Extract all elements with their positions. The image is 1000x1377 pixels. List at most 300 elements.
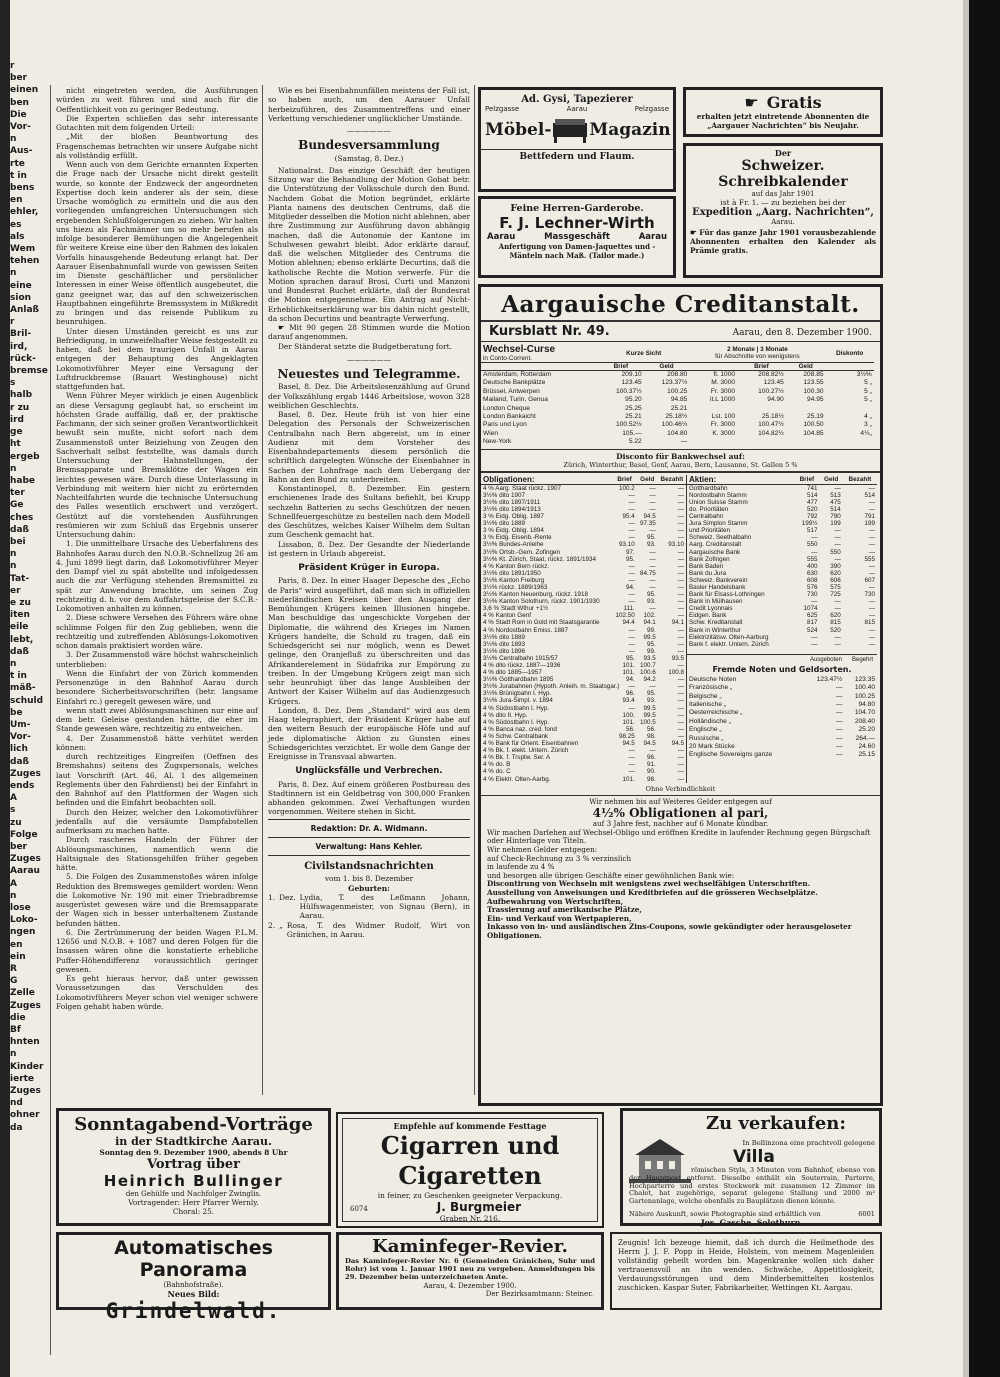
table-cell: 123.35 [854, 675, 875, 683]
creditanstalt-title: Aargauische Creditanstalt. [501, 291, 860, 318]
fragment-text: es [10, 219, 22, 230]
fragment-text: iten [10, 610, 30, 621]
table-cell: — [628, 683, 635, 691]
table-cell: 98. [646, 732, 656, 740]
table-cell: 104.70 [854, 709, 875, 717]
article-paragraph: 6. Die Zertrümmerung der beiden Wagen P.L.M. 12656 und N.O.B. + 1087 und deren Folgen für die Insassen wären ohne die konstatierte erhebliche Puffer-Höhendifferenz voraussichtlich geringer gewesen. [56, 927, 258, 974]
table-cell: 102. [643, 612, 656, 620]
service-line: und besorgen alle übrigen Geschäfte einer gewöhnlichen Bank wie: [487, 870, 735, 880]
table-cell: — [628, 747, 635, 755]
table-cell: — [649, 527, 656, 535]
ad-cigarren: Empfehle auf kommende Festtage Cigarren und Cigaretten in feiner, zu Geschenken geeigneter Verpackung. 6074 J. Burgmeier Graben Nr. 216. [336, 1112, 604, 1228]
civilstand-entry [268, 921, 470, 940]
fremde-noten-row [687, 693, 877, 701]
table-cell: 25.18½ [761, 413, 784, 421]
table-cell: 208.82½ [758, 371, 784, 378]
table-cell: 25.19 [807, 413, 824, 421]
fragment-text: s [10, 805, 16, 816]
obligation-row [481, 740, 686, 747]
fragment-text: Zuges [10, 854, 41, 865]
fragment-text: ber [10, 73, 27, 84]
fragment-text: ge [10, 427, 23, 438]
pointing-hand-icon: ☛ [690, 228, 700, 237]
table-cell: 95. [626, 654, 635, 662]
fragment-text: ohner [10, 1110, 40, 1121]
telegram-item: Basel, 8. Dez. Heute früh ist von hier eine Delegation des Personals der Schweizerischen Centralbahn nach Bern abgereist, um in einer Audienz mit dem Vorsteher des Eisenbahndepartements diesem persönlich die schriftlich dargelegten Wünsche der Eisenbahner in Sachen der Lohnfrage nach dem Uebergang der Bahn an den Bund zu unterbreiten. [268, 410, 470, 484]
table-cell: 3 „ [864, 421, 872, 429]
table-cell: 94. [626, 676, 635, 684]
previous-column-fragments [10, 60, 46, 1350]
table-cell: Deutsche Noten [689, 675, 737, 683]
fragment-text: n [10, 549, 17, 560]
sofa-icon [551, 115, 589, 145]
article-paragraph: Durch den Heizer, welcher den Lokomotivführer jedenfalls auf die versäumte Dampfabstellen aufmerksam zu machen hatte. [56, 807, 258, 835]
table-cell: 100.5 [639, 718, 656, 726]
table-cell: 123.55 [803, 379, 824, 387]
fragment-text: habe [10, 475, 36, 486]
table-cell: 99.5 [643, 633, 656, 641]
table-cell: — [677, 718, 684, 726]
table-cell: 98.25 [619, 732, 635, 740]
article-paragraph: wenn statt zwei Ablösungsmaschinen nur eine auf dem betr. Geleise gestanden hätte, die eher im Stande gewesen wäre, rechtzeitig zu entweichen. [56, 705, 258, 734]
aktie-row [687, 499, 877, 506]
panorama-title: Automatisches Panorama [114, 1237, 273, 1281]
table-cell: 4 % Kanton Genf [483, 612, 531, 620]
table-cell: 100.25 [854, 692, 875, 700]
table-cell: — [628, 562, 635, 570]
fragment-text: Bril- [10, 329, 32, 340]
obligation-row [481, 506, 686, 513]
fragment-text: lich [10, 744, 28, 755]
article-paragraph: Unter diesen Umständen gereicht es uns zur Befriedigung, in unzweifelhafter Weise festgestellt zu haben, daß bei dem traurigen Unfall in Aarau entgegen der Behauptung des Angeklagten Lokomotivführer Meyer eine Versagung der Luftdruckbremse (Bauart Westinghouse) nicht stattgefunden hat. [56, 326, 258, 391]
fragment-text: n [10, 463, 17, 474]
table-cell: — [628, 626, 635, 634]
table-cell: 208.85 [803, 371, 824, 378]
table-cell: — [868, 598, 875, 606]
fragment-text: ches [10, 512, 34, 523]
table-cell: — [835, 726, 843, 734]
table-cell: — [835, 734, 843, 742]
aktie-row [687, 549, 877, 556]
table-cell [689, 438, 737, 446]
fremde-noten-row [687, 718, 877, 726]
table-cell: 4 % do. B [483, 761, 511, 769]
table-cell: 730 [864, 591, 875, 599]
table-cell: 94.85 [670, 396, 688, 404]
table-cell: 1074 [803, 605, 818, 613]
table-cell: 100.7 [639, 662, 656, 669]
fragment-text: tehen [10, 256, 40, 267]
fremde-noten-row [687, 743, 877, 751]
ad-aargauische-creditanstalt: Aargauische Creditanstalt. Kursblatt Nr. 49. Aarau, den 8. Dezember 1900. Wechsel-Curse in Conto-Corrent. Kurze Sicht 2 Monate | 3 Monate für Abschnitte von wenigstens Diskonto Brief Geld Brief Geld Amsterdam, Rotterdam 209.10 208.80 fl. 1000 208.82½ 208.85 3½% Deutsche Bankplätze 123.45 123.37½ M. 3000 123.45 123.55 5 „ Brüssel, Antwerpen 100.37½ 100.25 Fr. 3000 100.27½ 100.30 5 „ Mailand, Turin, Genua 95.20 94.85 it.L 1000 94.90 94.95 5 „ London Cheque 25.25 25.21 London Bankaicht 25.21 25.18½ Lst. 100 25.18½ 25.19 4 „ Paris und Lyon 100.52½ 100.46½ Fr. 3000 100.47½ 100.50 3 „ Wien 105.— 104.80 K. 3000 104.82½ 104.85 4½„ New-York 5.22 — Disconto für Bankwechsel auf: Zürich, Winterthur, Basel, Genf, Aarau, Bern, Lausanne, St. Gallen 5 % Obligationen: Brief Geld Bezahlt 4 % Aarg. Staat rückz. 1907 100.2 — — 3½% dito 1907 — — — 3½% dito 1897/1911 — — — 3½% dito 1894/1913 — — — 3 % Eidg. Oblig. 1897 95.4 94.5 — 3½% dito 1889 — 97.35 — 3 % Eidg. Oblig. 1894 — — — 3 % Eidg. Eisenb.-Rente — 95. — 3½% Bundes-Anleihe 93.10 93. 93.10 3½% Ortsb.-Gem. Zofingen 97. — — 3½% Kt. Zürich, Staat, rückz. 1891/1934 95. — — 4 % Kanton Bern rückz. — — — 3½% dito 1891/1950 — 84.75 — 3½% Kanton Freiburg — — — 3½% rückz. 1889/1963 94. — — 3½% Kanton Neuenburg, rückz. 1918 — 95. — 3½% Kanton Solothurn, rückz. 1901/1930 — 93. — 3,6 % Stadt Wthur +1½ 111. — — 4 % Kanton Genf 102.50 102. — 4 % Stadt Rom in Gold mit Staatsgarantie 94.4 94.1 94.1 4 % Nordostbahn Emiss. 1887 — 99. — 3½% dito 1889 — 99.5 — 3½% dito 1893 — 95. — 3½% dito 1896 — 99. — 3½% Centralbahn 1915/57 95. 93.5 93.5 4 % dito rückz. 1887—1936 101. 100.7 — 4 % dito 1885—1957 101. 100.6 100.8 3½% Gotthardbahn 1895 94. 94.2 — 3½% Jurabahnen (Hypoth. Anleih. m. Staatsgar.) — — — 3½% Brünigbahn I. Hyp. 96. 95. — 3½% Jura-Simpl. v. 1894 93.4 93. — 4 % Südostbahn I. Hyp. — 99.5 — 4 % dito II. Hyp. 100. 99.5 — 4 % Südostbahn I. Hyp. 101. 100.5 — 4 % Banca naz. cred. fond 56. 56. — 4 % Schw. Centralbank 98.25 98. — 4 % Bank für Orient. Eisenbahnen 94.5 94.5 94.5 4 % Bk. f. elekt. Untern. Zürich — — — 4 % Bk. f. Trsptw. Ser. A — 96. — 4 % do. B — 91. — 4 % do. C — 90. — 4 % Elektr. Olten-Aarbg. 101. 98. — Aktien: Brief Geld Bezahlt Gotthardbahn 741 — — Nordostbahn Stamm 514 513 514 Union Suisse Stamm 477 475 — do. Prioritäten 520 514 — Centralbahn 792 790 791 Jura Simplon Stamm 199½ 199 199 und Prioritäten 517 — — Schweiz. Seethalbahn — — — Aarg. Creditanstalt 550 — — Aargauische Bank — 550 — Bank Zofingen 555 — 555 Bank Baden 400 390 — Bank du Jura 630 620 — Schweiz. Bankverein 608 606 607 Basler Handelsbank 576 575 — Bank für Elsass-Lothringen 730 725 730 Bank in Mülhausen — — — Credit Lyonnais 1074 — — Eidgen. Bank 625 620 — Schw. Kreditanstalt 817 815 815 Bank in Winterthur 524 520 — Elektrizitätsw. Olten-Aarburg — — — Bank f. elektr. Untern. Zürich — — — Ausgeboten Begehrt Fremde Noten und Geldsorten. Deutsche Noten 123.47½ 123.35 Französische „ — 100.40 Belgische „ — 100.25 Italienische „ — 94.80 Oesterreichische „ — 104.70 Holländische „ — 208.40 Englische „ — 25.20 Russische „ — 264.— 20 Mark Stücke — 24.60 Englische Sovereigns ganze — 25.15 Ohne Verbindlichkeit Wir nehmen bis auf Weiteres Gelder entgegen auf 4½% Obligationen al pari, auf 3 Jahre fest, nachher auf 6 Monate kündbar. Wir machen Darlehen auf Wechsel-Obligo und eröffnen Kredite in laufender Rechnung gegen Bürgschaft oder Hinterlage von Titeln. Wir nehmen Gelder entgegen: auf Check-Rechnung zu 3 % verzinslich in laufende zu 4 % und besorgen alle übrigen Geschäfte einer gewöhnlichen Bank wie: Discontirung von Wechseln mit wenigstens zwei wechselfähigen Unterschriften. Ausstellung von Anweisungen und Kreditbriefen auf die grösseren Wechselplätze. Aufbewahrung von Wertschriften, Trassierung auf amerikanische Plätze, Ein- und Verkauf von Wertpapieren, Inkasso von in- und ausländischen Zins-Coupons, sowie gekündigter oder herausgeloseter Obligationen. [478, 284, 883, 1106]
column-rule [262, 85, 263, 1095]
table-cell: Elektrizitätsw. Olten-Aarburg [689, 633, 769, 641]
table-cell: — [834, 598, 841, 606]
article-paragraph: Es geht hieraus hervor, daß unter gewissen Voraussetzungen das Verschulden des Lokomotivführers Meyer schon viel weniger schwere Folgen gehabt haben würde. [56, 974, 258, 1011]
article-column-2: Wie es bei Eisenbahnunfällen meistens der Fall ist, so haben auch, um den Aarauer Unfall herbeizuführen, des Zusammentreffens und einer Verkettung verschiedener unglücklicher Umstände. —————— Bundesversammlung (Samstag, 8. Dez.) Nationalrat. Das einzige Geschäft der heutigen Sitzung war die Behandlung der Motion Gobat betr. die Unterstützung der Volksschule durch den Bund. Nachdem Gobat die Motion begründet, erklärte Planta namens des deutschen Centrums, daß die Mitglieder desselben die Motion nicht ablehnen, aber ihre Zustimmung zur Ausführung davon abhängig machen, daß die Autonomie der Kantone im Schulwesen gewahrt bleibt. Ador erklärte darauf, daß die welschen Mitglieder des Centrums die Motion ablehnen; ebenso erklärte Decurtins, daß die katholische Rechte die Motion verwerfe. Für die Motion sprachen darauf Brosi, Curti und Manzoni und Bundesrat Ruchet erklärte, daß der Bundesrat die Motion entgegennehme. Ein Antrag auf Nicht-Erheblichkeitserklärung war bis dahin nicht gestellt, da schon Decurtins und beantragte Verwerfung. ☛ Mit 90 gegen 28 Stimmen wurde die Motion darauf angenommen. Der Ständerat setzte die Budgetberatung fort. —————— Neuestes und Telegramme. Basel, 8. Dez. Die Arbeitslosenzählung auf Grund der Volkszählung ergab 1446 Arbeitslose, wovon 328 weiblichen Geschlechts. Basel, 8. Dez. Heute früh ist von hier eine Delegation des Personals der Schweizerischen Centralbahn nach Bern abgereist, um in einer Audienz mit dem Vorsteher des Eisenbahndepartements diesem persönlich die schriftlich dargelegten Wünsche der Eisenbahner in Sachen der Lohnfrage nach dem Uebergang der Bahn an den Bund zu unterbreiten. Konstantinopel, 8. Dezember. Ein gestern erschienenes Irade des Sultans befiehlt, bei Krupp sechzehn Batterien zu sechs Geschützen der neuen Schnellfeuergeschütze zu bestellen nach dem Modell des Geschützes, welches Kaiser Wilhelm dem Sultan zum Geschenk gemacht hat. Lissabon, 8. Dez. Der Gesandte der Niederlande ist gestern in Urlaub abgereist. Präsident Krüger in Europa. Paris, 8. Dez. In einer Haager Depesche des „Echo de Paris“ wird ausgeführt, daß man sich in offiziellen niederländischen Kreisen über den Ausgang der Bemühungen Krügers keinen Illusionen hingebe. Man beschuldige das ungeschickte Vorgehen der Diplomatie, die während des Krieges im Namen Krügers handelte, die Schuld zu tragen, daß ein Schiedsgericht sei nur möglich, wenn es Dewet gelinge, den Oranjefluß zu überschreiten und das Afrikanderelement in Südafrika zur Empörung zu treiben. In der Umgebung Krügers zeigt man sich sehr beunruhigt über das lange Ausbleiben der Antwort der Kaiser Wilhelm auf das Audienzgesuch Krügers. London, 8. Dez. Dem „Standard“ wird aus dem Haag telegraphiert, der Präsident Krüger habe auf den weitern Besuch der europäische Höfe und auf jede diplomatische Aktion zu Gunsten eines Schiedsgerichtes verzichtet. Er wolle dem Gange der Ereignisse in Transvaal abwarten. Unglücksfälle und Verbrechen. Paris, 8. Dez. Auf einem größeren Postbureau des Stadtinnern ist ein Geldbetrag von 300,000 Franken abhanden gekommen. Zwei Verhaftungen wurden vorgenommen. Weitere stehen in Sicht. Redaktion: Dr. A. Widmann. Verwaltung: Hans Kehler. Civilstandsnachrichten vom 1. bis 8. Dezember Geburten: 1. Dez. Lydia, T. des Leßmann Johann, Hülfswagenmeister, von Signau (Bern), in Aarau. 2. „ Rosa, T. des Widmer Rudolf, Wirt von Gränichen, in Aarau. [268, 86, 470, 939]
table-cell: 20 Mark Stücke [689, 743, 735, 751]
aktie-row [687, 541, 877, 548]
table-cell: 104.82½ [758, 429, 784, 437]
table-cell: Oesterreichische „ [689, 709, 743, 717]
table-cell: 3½% [856, 371, 872, 378]
table-cell: 105.— [622, 429, 642, 437]
entry-text: Rosa, T. des Widmer Rudolf, Wirt von Gränichen, in Aarau. [286, 920, 470, 939]
table-cell: 25.25 [625, 404, 642, 412]
villa-label: Villa [733, 1147, 775, 1167]
table-cell: — [649, 683, 656, 691]
table-cell: Credit Lyonnais [689, 605, 733, 613]
table-cell [737, 438, 786, 446]
table-cell: — [628, 647, 635, 655]
table-cell: 4 % Schw. Centralbank [483, 732, 549, 740]
table-cell [786, 405, 826, 413]
table-cell: 95. [626, 555, 635, 563]
table-cell: 3½% Ortsb.-Gem. Zofingen [483, 548, 560, 556]
fragment-text: A [10, 793, 17, 804]
table-cell: 817 [806, 619, 818, 627]
kursblatt-date: Aarau, den 8. Dezember 1900. [732, 328, 872, 338]
table-cell: 100.40 [854, 684, 875, 692]
table-cell: Russische „ [689, 734, 724, 742]
service-line: in laufende zu 4 % [487, 862, 555, 872]
table-cell: — [835, 743, 843, 751]
aktie-row [687, 612, 877, 619]
table-cell: 3½% Kanton Freiburg [483, 576, 545, 584]
table-cell: 99.5 [643, 704, 656, 712]
section-title-civilstand: Civilstandsnachrichten [304, 861, 434, 872]
column-rule [50, 85, 51, 1355]
table-cell: 97. [626, 548, 635, 556]
fragment-text: zu [10, 817, 22, 828]
fragment-text: r [10, 61, 15, 71]
gysi-footer: Bettfedern und Flaum. [519, 152, 635, 162]
table-cell: — [628, 640, 635, 648]
table-cell: — [677, 761, 684, 769]
table-cell: 99. [646, 647, 656, 655]
table-cell: — [811, 534, 818, 542]
table-cell: 94.1 [643, 619, 656, 627]
aktie-row [687, 563, 877, 570]
verwaltung-line: Verwaltung: Hans Kehler. [315, 841, 423, 851]
aktie-row [687, 556, 877, 563]
table-cell: 94. [626, 583, 635, 591]
table-cell [826, 438, 874, 446]
table-cell: London Cheque [483, 404, 530, 412]
table-cell: Basler Handelsbank [689, 583, 746, 591]
aktie-row [687, 534, 877, 541]
fragment-text: be [10, 707, 23, 718]
fragment-text: n [10, 1049, 17, 1060]
table-cell: 93.4 [622, 697, 635, 705]
article-paragraph: Wenn die Einfahrt der von Zürich kommenden Personenzüge in den Bahnhof Aarau durch besondere Sicherheitsvorschriften (betr. langsame Einfahrt rc.) geregelt gewesen wäre, und [56, 668, 258, 706]
table-cell: 4 % do. C [483, 768, 511, 776]
table-cell: 607 [864, 576, 875, 584]
table-cell: — [628, 754, 635, 762]
table-cell: 790 [830, 513, 841, 521]
table-cell: 56. [626, 725, 635, 733]
table-cell: — [628, 527, 635, 535]
table-cell: — [677, 676, 684, 684]
table-cell: — [677, 520, 684, 528]
table-cell: Lst. 100 [711, 413, 736, 421]
table-cell: 94.2 [643, 676, 656, 684]
table-cell: 625 [806, 612, 818, 620]
table-cell: Union Suisse Stamm [689, 498, 748, 506]
table-cell: — [677, 640, 684, 648]
table-cell: — [677, 683, 684, 691]
table-cell: 4 % Bk. f. Trsptw. Ser. A [483, 754, 551, 762]
fragment-text: ein [10, 951, 26, 962]
fragment-text: Aarau [10, 866, 40, 877]
table-cell: 25.15 [858, 751, 875, 759]
table-cell: — [868, 583, 875, 591]
table-cell: 730 [806, 591, 818, 599]
table-cell: 25.18½ [665, 413, 688, 421]
table-cell: 95. [646, 640, 656, 648]
obligation-row [481, 499, 686, 506]
table-cell: — [649, 484, 656, 492]
article-paragraph: „Mit der bloßen Beantwortung des Fragenschemas betrachten wir unsere Aufgabe nicht als vollständig erfüllt. [56, 132, 258, 160]
table-cell: 3½% rückz. 1889/1963 [483, 583, 548, 591]
table-cell: Wien [483, 429, 499, 437]
table-cell: 94.95 [807, 396, 824, 404]
table-cell: 5 „ [864, 396, 872, 404]
table-cell: 513 [830, 491, 841, 499]
wechsel-row [481, 421, 880, 429]
table-cell: Aarg. Creditanstalt [689, 541, 742, 549]
fragment-text: als [10, 231, 25, 242]
creditanstalt-services [481, 798, 880, 941]
table-cell: K. 3000 [712, 429, 736, 437]
table-cell: — [868, 484, 875, 492]
table-cell: 123.47½ [816, 675, 843, 683]
table-cell: 575 [830, 583, 841, 591]
obligation-row [481, 584, 686, 591]
table-cell: 94.90 [767, 396, 784, 404]
table-cell: Jura Simplon Stamm [689, 520, 748, 528]
service-line: auf 3 Jahre fest, nachher auf 6 Monate kündbar. [592, 819, 769, 829]
fragment-text: n [10, 890, 17, 901]
table-cell: — [868, 534, 875, 542]
table-cell: 101. [622, 669, 635, 677]
table-cell: 199½ [801, 520, 818, 528]
table-cell: — [649, 491, 656, 499]
table-cell: Fr. 3000 [710, 421, 736, 429]
table-cell: 741 [806, 484, 818, 492]
fragment-text: ierte [10, 1073, 35, 1084]
table-cell: und Prioritäten [689, 527, 730, 535]
table-cell: — [628, 591, 635, 599]
table-cell: do. Prioritäten [689, 505, 729, 513]
article-paragraph: Die Experten schließen das sehr interessante Gutachten mit dem folgenden Urteil: [56, 113, 258, 132]
table-cell: — [677, 527, 684, 535]
table-cell [737, 405, 786, 413]
table-cell: 5.22 [628, 438, 642, 446]
table-cell: 3 % Eidg. Oblig. 1894 [483, 527, 544, 535]
table-cell: 95.4 [622, 513, 635, 521]
table-cell: 94.4 [622, 619, 635, 627]
table-cell: 100.47½ [758, 421, 784, 429]
obligation-row [481, 605, 686, 612]
service-line: auf Check-Rechnung zu 3 % verzinslich [487, 853, 632, 863]
table-cell: 550 [830, 548, 841, 556]
obligation-row [481, 492, 686, 499]
obligation-row [481, 697, 686, 704]
table-cell: — [649, 562, 656, 570]
table-cell: Französische „ [689, 684, 733, 692]
table-cell: 477 [806, 498, 818, 506]
entry-text: Lydia, T. des Leßmann Johann, Hülfswagenmeister, von Signau (Bern), in Aarau. [299, 892, 470, 921]
table-cell: 725 [830, 591, 841, 599]
table-cell: fl. 1000 [713, 371, 736, 378]
fragment-text: ter [10, 488, 25, 499]
fragment-text: ngen [10, 927, 36, 938]
telegram-list [268, 382, 470, 558]
table-cell: 264.— [855, 734, 875, 742]
fragment-text: daß [10, 646, 29, 657]
table-cell: 5 „ [864, 379, 872, 387]
table-cell: 400 [806, 562, 818, 570]
fragment-text: Zuges [10, 1086, 41, 1097]
article-paragraph: durch rechtzeitiges Eingreifen (Oeffnen des Bremshahns) seitens des Zugspersonals, welches laut Vorschrift (Art. 46, Al. 1 des allgemeinen Reglements über den Fahrdienst) bei der Einfahrt in den Bahnhof auf den Plattformen der Wagen sich befinden und die Einfahrt beobachten soll. [56, 752, 258, 808]
article-paragraph: 4. Der Zusammenstoß hätte verhütet werden können: [56, 733, 258, 752]
table-cell: 3½% Jura-Simpl. v. 1894 [483, 697, 553, 705]
fragment-text: en [10, 195, 23, 206]
fragment-text: nd [10, 1098, 23, 1109]
table-cell: it.L 1000 [710, 396, 736, 404]
table-cell: — [677, 662, 684, 669]
table-cell [874, 405, 880, 413]
wechsel-row [481, 405, 880, 413]
table-cell: Mailand, Turin, Genua [483, 396, 548, 404]
table-cell: — [868, 605, 875, 613]
table-cell: Englische Sovereigns ganze [689, 751, 773, 759]
section-title-telegramme: Neuestes und Telegramme. [277, 367, 461, 381]
table-cell: — [677, 647, 684, 655]
obligation-row [481, 541, 686, 548]
table-cell: — [677, 775, 684, 783]
fragment-text: Wem [10, 244, 36, 255]
table-cell: — [835, 701, 843, 709]
table-cell: 4 % Nordostbahn Emiss. 1887 [483, 626, 569, 634]
left-page-edge [0, 0, 10, 1377]
kalender-title: Schweizer. Schreibkalender [718, 158, 848, 190]
table-cell: — [868, 633, 875, 641]
table-cell: 93.10 [668, 541, 684, 549]
table-cell: — [677, 591, 684, 599]
section-title-bundesversammlung: Bundesversammlung [298, 138, 440, 153]
table-cell: 815 [864, 619, 875, 627]
table-cell: 94.5 [622, 740, 635, 748]
table-cell: — [834, 605, 841, 613]
table-cell: Bank für Elsass-Lothringen [689, 591, 765, 599]
table-cell: Paris und Lyon [483, 421, 527, 429]
table-cell: — [677, 605, 684, 613]
fremde-noten-row [687, 684, 877, 692]
table-cell: — [677, 569, 684, 577]
table-cell: 94.1 [671, 619, 684, 627]
table-cell: — [649, 583, 656, 591]
fragment-text: Zuges [10, 768, 41, 779]
table-cell: — [649, 555, 656, 563]
table-cell: 4 „ [864, 413, 872, 421]
table-cell: Centralbahn [689, 513, 724, 521]
table-cell: 4 % Bank für Orient. Eisenbahnen [483, 740, 579, 748]
wechsel-row [481, 396, 880, 404]
fragment-text: e zu [10, 597, 31, 608]
table-cell: — [835, 709, 843, 717]
obligation-row [481, 719, 686, 726]
aktien-table: Aktien: Brief Geld Bezahlt Gotthardbahn 741 — — Nordostbahn Stamm 514 513 514 Union Suisse Stamm 477 475 — do. Prioritäten 520 514 — Centralbahn 792 790 791 Jura Simplon Stamm 199½ 199 199 und Prioritäten 517 — — Schweiz. Seethalbahn — — — Aarg. Creditanstalt 550 — — Aargauische Bank — 550 — Bank Zofingen 555 — 555 Bank Baden 400 390 — Bank du Jura 630 620 — Schweiz. Bankverein 608 606 607 Basler Handelsbank 576 575 — Bank für Elsass-Lothringen 730 725 730 Bank in Mülhausen — — — Credit Lyonnais 1074 — — Eidgen. Bank 625 620 — Schw. Kreditanstalt 817 815 815 Bank in Winterthur 524 520 — Elektrizitätsw. Olten-Aarburg — — — Bank f. elektr. Untern. Zürich — — — [689, 474, 875, 648]
fragment-text: Folge [10, 829, 38, 840]
table-cell: 123.45 [621, 379, 642, 387]
table-cell: 4½„ [860, 429, 872, 437]
table-cell: 90. [646, 768, 656, 776]
table-cell: 100.6 [639, 669, 656, 677]
obligation-row [481, 634, 686, 641]
fragment-text: schuld [10, 695, 44, 706]
table-cell: — [811, 633, 818, 641]
table-cell: 608 [806, 576, 818, 584]
aktie-row [687, 520, 877, 527]
article-paragraph: Durch rascheres Handeln der Führer der Ablösungsmaschinen, namentlich wenn die Haltsignale des Stationsgehilfen früher gegeben hätte. [56, 835, 258, 872]
table-cell: 3½% Brünigbahn I. Hyp. [483, 690, 552, 698]
aktie-row [687, 619, 877, 626]
fragment-text: Vor- [10, 122, 31, 133]
table-cell: — [628, 704, 635, 712]
lechner-name: F. J. Lechner-Wirth [499, 214, 655, 232]
table-cell: — [628, 498, 635, 506]
fragment-text: R [10, 964, 17, 975]
table-cell: 3½% Bundes-Anleihe [483, 541, 544, 549]
service-line: Inkasso von in- und ausländischen Zins-Coupons, sowie gekündigter oder herausgeloseter Obligationen. [487, 922, 852, 940]
table-cell: — [677, 498, 684, 506]
aktie-row [687, 641, 877, 648]
table-cell: 25.21 [625, 413, 642, 421]
table-cell: 4 % dito 1885—1957 [483, 669, 542, 677]
table-cell: 3½% Kanton Neuenburg, rückz. 1918 [483, 591, 589, 599]
table-cell: 3½% dito 1893 [483, 640, 526, 648]
table-cell: 3½% dito 1897/1911 [483, 498, 541, 506]
section-title-krueger: Präsident Krüger in Europa. [298, 563, 440, 573]
table-cell: — [834, 527, 841, 535]
aktie-row [687, 598, 877, 605]
obligation-row [481, 520, 686, 527]
table-cell [826, 405, 874, 413]
krueger-reports [268, 576, 470, 761]
table-cell: — [868, 505, 875, 513]
table-cell: — [677, 505, 684, 513]
table-cell: 208.40 [854, 717, 875, 725]
table-cell: — [628, 505, 635, 513]
column-rule [474, 85, 475, 1095]
fragment-text: n [10, 268, 17, 279]
fragment-text: bens [10, 183, 35, 194]
table-cell: Englische „ [689, 726, 722, 734]
service-line: 4½% Obligationen al pari, [592, 806, 769, 821]
aktie-row [687, 634, 877, 641]
obligation-row [481, 484, 686, 492]
table-cell: 96. [646, 754, 656, 762]
table-cell: — [649, 576, 656, 584]
obligation-row [481, 776, 686, 783]
cigarren-title: Cigarren und Cigaretten [380, 1131, 560, 1190]
fremde-noten-row [687, 735, 877, 743]
ad-gratis: ☛ Gratis erhalten jetzt eintretende Abonnenten die „Aargauer Nachrichten“ bis Neujahr. [683, 87, 883, 137]
table-cell: 3½% dito 1907 [483, 491, 526, 499]
table-cell: — [677, 697, 684, 705]
